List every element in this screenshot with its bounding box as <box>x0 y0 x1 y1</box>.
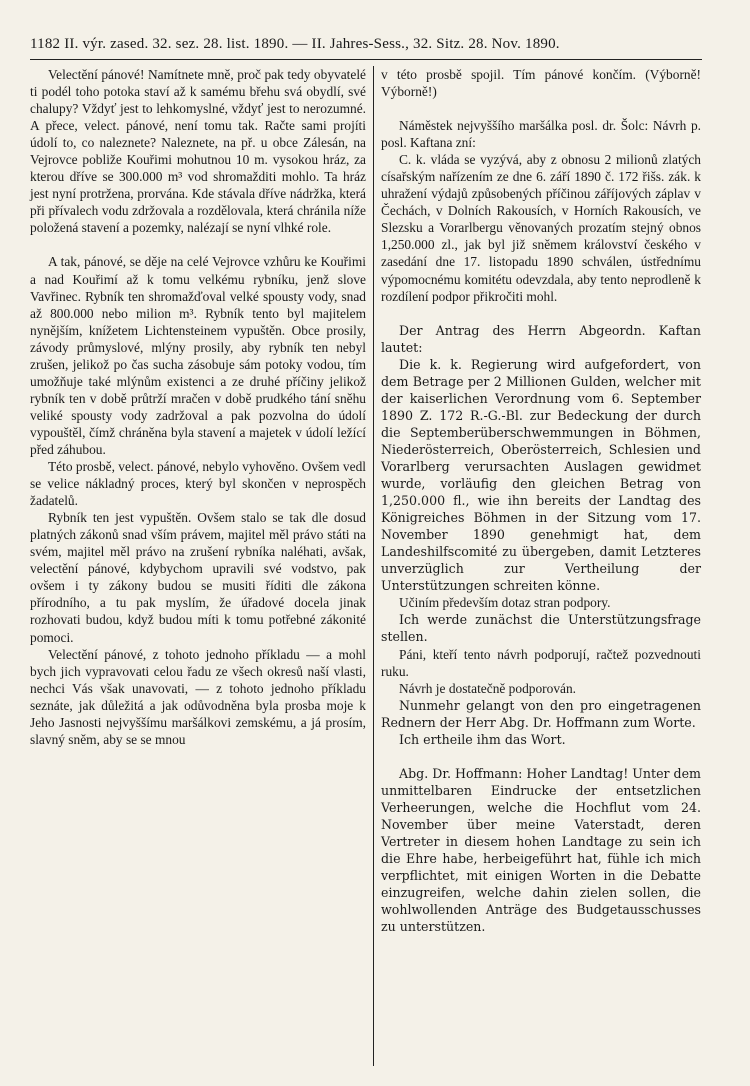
left-paragraph: Velectění pánové! Namítnete mně, proč pak tedy obyvatelé ti podél toho potoka staví až k samému břehu svá obydlí, své chalupy? Vždyť jest to lehkomyslné, vždyť jest to nerozumné. A přece, velect. pánové, není tomu tak. Račte sami projíti údolí to, co naleznete? Naleznete, na př. u obce Zálesán, na Vejrovce pobliže Kouřimi mohutnou 10 m. vysokou hráz, za kterou dříve se 300.000 m³ vod shromažditi mohlo. Ta hráz jest nyní protržena, prorvána. Kde stávala dříve nádržka, která při přívalech vodu zdržovala a rozdělovala, která chránila níže položená stavení a pozemky, nalézají se nyní vlhké role. <box>30 67 366 236</box>
right-paragraph: Abg. Dr. Hoffmann: Hoher Landtag! Unter dem unmittelbaren Eindrucke der entsetzlichen Verheerungen, welche die Hochflut vom 24. November über meine Vaterstadt, deren Vertreter in diesem hohen Landtage zu sein ich die Ehre habe, herbeigeführt hat, fühle ich mich verpflichtet, mit einigen Worten in die Debatte einzugreifen, welche dahin zielen sollen, die wohlwollenden Anträge des Budgetausschusses zu unterstützen. <box>381 765 702 935</box>
left-column <box>30 66 366 748</box>
right-paragraph: Die k. k. Regierung wird aufgefordert, von dem Betrage per 2 Millionen Gulden, welcher mit der kaiserlichen Verordnung vom 6. September 1890 Z. 172 R.-G.-Bl. zur Bedeckung der durch die Septemberüberschwemmungen in Böhmen, Niederösterreich, Oberösterreich, Schlesien und Vorarlberg verursachten Auslagen gewidmet wurde, vorläufig den gleichen Betrag von 1,250.000 fl., wie ihn bereits der Landtag des Königreiches Böhmen in der Sitzung vom 17. November 1890 genehmigt hat, dem Landeshilfscomité zu übergeben, damit Letzteres unverzüglich zur Vertheilung der Unterstützungen schreiten könne. <box>381 356 701 594</box>
left-paragraph: A tak, pánové, se děje na celé Vejrovce vzhůru ke Kouřimi a nad Kouřimí až k tomu velkému rybníku, jenž slove Vavřinec. Rybník ten shromažďoval velké spousty vody, snad až 800.000 nebo milion m³. Rybník tento byl majitelem nynějším, knížetem Lichtensteinem vypuštěn. Obce prosily, závody průmyslové, mlýny prosily, aby rybník ten nebyl zrušen, jelikož po čas sucha zásobuje sám potoky vodou, tím umožňuje také mlýnům existenci a ze druhé příčiny jelikož rybník ten v době průtrží mračen v době prudkého tání sněhu veliké spousty vody zadržoval a pak pozvolna do údolí vypouštěl, čímž chráněna byla stavení a majetek v údolí ležící před záhubou. <box>30 254 366 457</box>
right-paragraph: Návrh je dostatečně podporován. <box>399 680 576 696</box>
header-rule <box>30 59 702 60</box>
right-paragraph: v této prosbě spojil. Tím pánové končím. (Výborně! Výborně!) <box>381 67 701 100</box>
right-paragraph: Der Antrag des Herrn Abgeordn. Kaftan lautet: <box>381 322 701 355</box>
right-paragraph: Nunmehr gelangt von den pro eingetragenen Rednern der Herr Abg. Dr. Hoffmann zum Worte. <box>381 697 701 730</box>
right-paragraph: Ich ertheile ihm das Wort. <box>399 731 566 747</box>
page-header: 1182 II. výr. zased. 32. sez. 28. list. 1890. — II. Jahres-Sess., 32. Sitz. 28. Nov. 1890. <box>30 36 560 52</box>
left-paragraph: Rybník ten jest vypuštěn. Ovšem stalo se tak dle dosud platných zákonů snad vším právem, majitel měl právo státi na svém, majitel měl právo na zrušení rybníka naléhati, avšak, velectění pánové, kdybychom upravili své vodstvo, pak ovšem i ty zákony budou se musiti říditi dle zákona přírodního, a tu pak myslím, že úřadové docela jinak rozhovati budou, když budou míti k tomu potřebné zákonité pomoci. <box>30 510 366 645</box>
right-paragraph: Náměstek nejvyššího maršálka posl. dr. Šolc: Návrh p. posl. Kaftana zní: <box>381 118 701 151</box>
right-paragraph: Ich werde zunächst die Unterstützungsfrage stellen. <box>381 612 701 645</box>
left-paragraph: Této prosbě, velect. pánové, nebylo vyhověno. Ovšem vedl se velice nákladný proces, který byl skončen v neprospěch žadatelů. <box>30 459 366 509</box>
right-paragraph: Páni, kteří tento návrh podporují, račtež pozvednouti ruku. <box>381 646 701 679</box>
right-column <box>381 66 701 935</box>
left-paragraph: Velectění pánové, z tohoto jednoho příkladu — a mohl bych jich vypravovati celou řadu ze všech okresů naší vlasti, nechci Vás však unavovati, — z tohoto jednoho příkladu seznáte, jak důležitá a jak odůvodněna byla prosba moje k Jeho Jasnosti nejvyššímu maršálkovi zemskému, a já prosím, slavný sněm, aby se se mnou <box>30 646 366 747</box>
column-divider <box>373 66 374 1066</box>
right-paragraph: Učiním především dotaz stran podpory. <box>399 595 611 611</box>
right-paragraph: C. k. vláda se vyzývá, aby z obnosu 2 milionů zlatých císařským nařízením ze dne 6. září 1890 č. 172 řišs. zák. k uhražení výdajů způsobených příčinou záříjových záplav v Čechách, v Dolních Rakousích, v Horních Rakousích, ve Slezsku a Vorarlbergu věnovaných prozatím stejný obnos 1,250.000 zl., jak byl již sněmem království českého v zasedání dne 17. listopadu 1890 schválen, ústřednímu výpomocnému komitétu odevzdala, aby tento neprodleně k rozdílení podpor přikročiti mohl. <box>381 152 701 304</box>
